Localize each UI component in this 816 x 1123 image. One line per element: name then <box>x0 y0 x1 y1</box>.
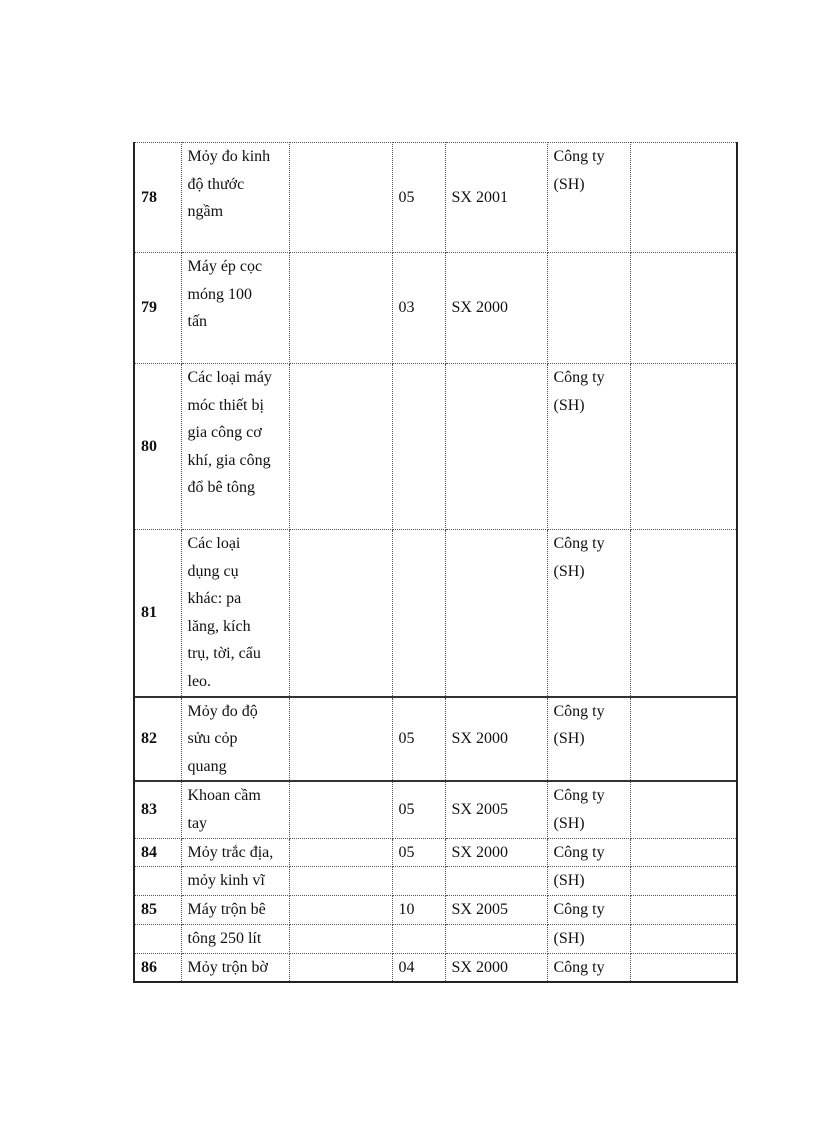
equipment-name-cell <box>181 697 289 782</box>
row-number-cell <box>134 924 181 953</box>
equipment-name-cell-line: khác: pa <box>187 590 242 607</box>
note-cell <box>630 953 737 982</box>
spec-cell <box>289 953 392 982</box>
quantity-cell: 03 <box>392 253 445 364</box>
note-cell <box>630 896 737 925</box>
spec-cell <box>289 781 392 838</box>
equipment-table-body <box>134 143 737 983</box>
spec-cell <box>289 143 392 253</box>
year-cell: SX 2000 <box>445 253 547 364</box>
quantity-cell <box>392 867 445 896</box>
owner-cell-line: Công ty <box>553 148 605 165</box>
equipment-name-cell-line: tay <box>187 814 208 832</box>
owner-cell-line: Công ty <box>553 843 605 861</box>
note-cell <box>630 364 737 530</box>
owner-cell-line: (SH) <box>553 814 585 832</box>
owner-cell-line: Công ty <box>553 535 605 552</box>
owner-cell-line: (SH) <box>553 730 585 747</box>
equipment-name-cell <box>181 364 289 530</box>
owner-cell-line: Công ty <box>553 958 605 976</box>
table-row <box>134 253 737 364</box>
quantity-cell: 05 <box>392 781 445 838</box>
owner-cell-line: Công ty <box>553 901 605 918</box>
note-cell <box>630 530 737 697</box>
owner-cell <box>547 530 630 697</box>
equipment-name-cell-line: móc thiết bị <box>187 396 264 414</box>
year-cell <box>445 364 547 530</box>
quantity-cell: 05 <box>392 697 445 782</box>
year-cell <box>445 867 547 896</box>
table-row <box>134 781 737 838</box>
year-cell <box>445 530 547 697</box>
row-number-cell <box>134 867 181 896</box>
equipment-name-cell-line: tông 250 lít <box>187 929 262 947</box>
row-number-cell: 80 <box>134 364 181 530</box>
equipment-name-cell-line: dụng cụ <box>187 562 239 580</box>
spec-cell <box>289 253 392 364</box>
table-row <box>134 953 737 982</box>
owner-cell <box>547 143 630 253</box>
row-number-cell: 82 <box>134 697 181 782</box>
table-row <box>134 896 737 925</box>
note-cell <box>630 697 737 782</box>
quantity-cell <box>392 364 445 530</box>
row-number-cell: 84 <box>134 838 181 867</box>
row-number-cell: 86 <box>134 953 181 982</box>
owner-cell-line: Công ty <box>553 369 605 386</box>
equipment-name-cell-line: tấn <box>187 313 208 330</box>
equipment-name-cell-line: sửu cỏp <box>187 730 238 747</box>
table-row <box>134 924 737 953</box>
equipment-name-cell-line: móng 100 <box>187 285 252 303</box>
row-number-cell: 85 <box>134 896 181 925</box>
equipment-name-cell-line: Mỏy đo kinh <box>187 148 271 165</box>
quantity-cell: 05 <box>392 143 445 253</box>
equipment-name-cell-line: Mỏy trộn bờ <box>187 958 268 976</box>
owner-cell <box>547 953 630 982</box>
owner-cell <box>547 838 630 867</box>
note-cell <box>630 867 737 896</box>
row-number-cell: 78 <box>134 143 181 253</box>
equipment-name-cell-line: đổ bê tông <box>187 479 256 496</box>
row-number-cell: 81 <box>134 530 181 697</box>
table-row <box>134 530 737 697</box>
year-cell: SX 2001 <box>445 143 547 253</box>
equipment-name-cell-line: Mỏy trắc địa, <box>187 843 274 861</box>
year-cell: SX 2005 <box>445 781 547 838</box>
equipment-name-cell-line: leo. <box>187 672 212 690</box>
equipment-name-cell-line: quang <box>187 757 227 775</box>
row-number-cell: 83 <box>134 781 181 838</box>
year-cell: SX 2000 <box>445 953 547 982</box>
spec-cell <box>289 697 392 782</box>
equipment-name-cell <box>181 924 289 953</box>
quantity-cell <box>392 924 445 953</box>
table-row <box>134 697 737 782</box>
equipment-name-cell-line: trụ, tời, cẩu <box>187 645 261 662</box>
equipment-name-cell-line: mỏy kinh vĩ <box>187 872 265 890</box>
owner-cell <box>547 697 630 782</box>
equipment-name-cell-line: Máy ép cọc <box>187 258 263 275</box>
equipment-table <box>133 142 738 983</box>
row-number-cell: 79 <box>134 253 181 364</box>
equipment-name-cell-line: Mỏy đo độ <box>187 702 258 720</box>
spec-cell <box>289 838 392 867</box>
spec-cell <box>289 364 392 530</box>
equipment-name-cell-line: Máy trộn bê <box>187 901 266 918</box>
quantity-cell: 04 <box>392 953 445 982</box>
owner-cell-line: (SH) <box>553 929 585 947</box>
spec-cell <box>289 924 392 953</box>
equipment-name-cell-line: ngầm <box>187 203 224 220</box>
quantity-cell: 10 <box>392 896 445 925</box>
table-row <box>134 867 737 896</box>
table-row <box>134 364 737 530</box>
equipment-name-cell <box>181 953 289 982</box>
equipment-name-cell <box>181 143 289 253</box>
note-cell <box>630 781 737 838</box>
equipment-name-cell-line: gia công cơ <box>187 424 262 441</box>
equipment-name-cell-line: khí, gia công <box>187 451 271 469</box>
equipment-name-cell <box>181 896 289 925</box>
equipment-name-cell-line: lăng, kích <box>187 617 251 635</box>
owner-cell <box>547 867 630 896</box>
year-cell: SX 2000 <box>445 697 547 782</box>
owner-cell-line: Công ty <box>553 787 605 804</box>
note-cell <box>630 253 737 364</box>
owner-cell <box>547 253 630 364</box>
equipment-name-cell <box>181 781 289 838</box>
owner-cell <box>547 924 630 953</box>
owner-cell <box>547 781 630 838</box>
equipment-name-cell-line: độ thước <box>187 175 245 193</box>
year-cell: SX 2000 <box>445 838 547 867</box>
owner-cell-line: (SH) <box>553 872 585 890</box>
equipment-name-cell-line: Các loại máy <box>187 369 272 386</box>
quantity-cell: 05 <box>392 838 445 867</box>
owner-cell-line: (SH) <box>553 396 585 414</box>
equipment-name-cell <box>181 867 289 896</box>
spec-cell <box>289 530 392 697</box>
note-cell <box>630 838 737 867</box>
equipment-name-cell <box>181 253 289 364</box>
equipment-name-cell-line: Khoan cầm <box>187 787 261 804</box>
owner-cell <box>547 364 630 530</box>
equipment-name-cell <box>181 838 289 867</box>
year-cell: SX 2005 <box>445 896 547 925</box>
table-row <box>134 838 737 867</box>
spec-cell <box>289 896 392 925</box>
owner-cell <box>547 896 630 925</box>
quantity-cell <box>392 530 445 697</box>
note-cell <box>630 143 737 253</box>
owner-cell-line: (SH) <box>553 562 585 580</box>
equipment-name-cell <box>181 530 289 697</box>
equipment-name-cell-line: Các loại <box>187 535 241 552</box>
note-cell <box>630 924 737 953</box>
owner-cell-line: (SH) <box>553 175 585 193</box>
spec-cell <box>289 867 392 896</box>
owner-cell-line: Công ty <box>553 702 605 720</box>
table-row <box>134 143 737 253</box>
year-cell <box>445 924 547 953</box>
